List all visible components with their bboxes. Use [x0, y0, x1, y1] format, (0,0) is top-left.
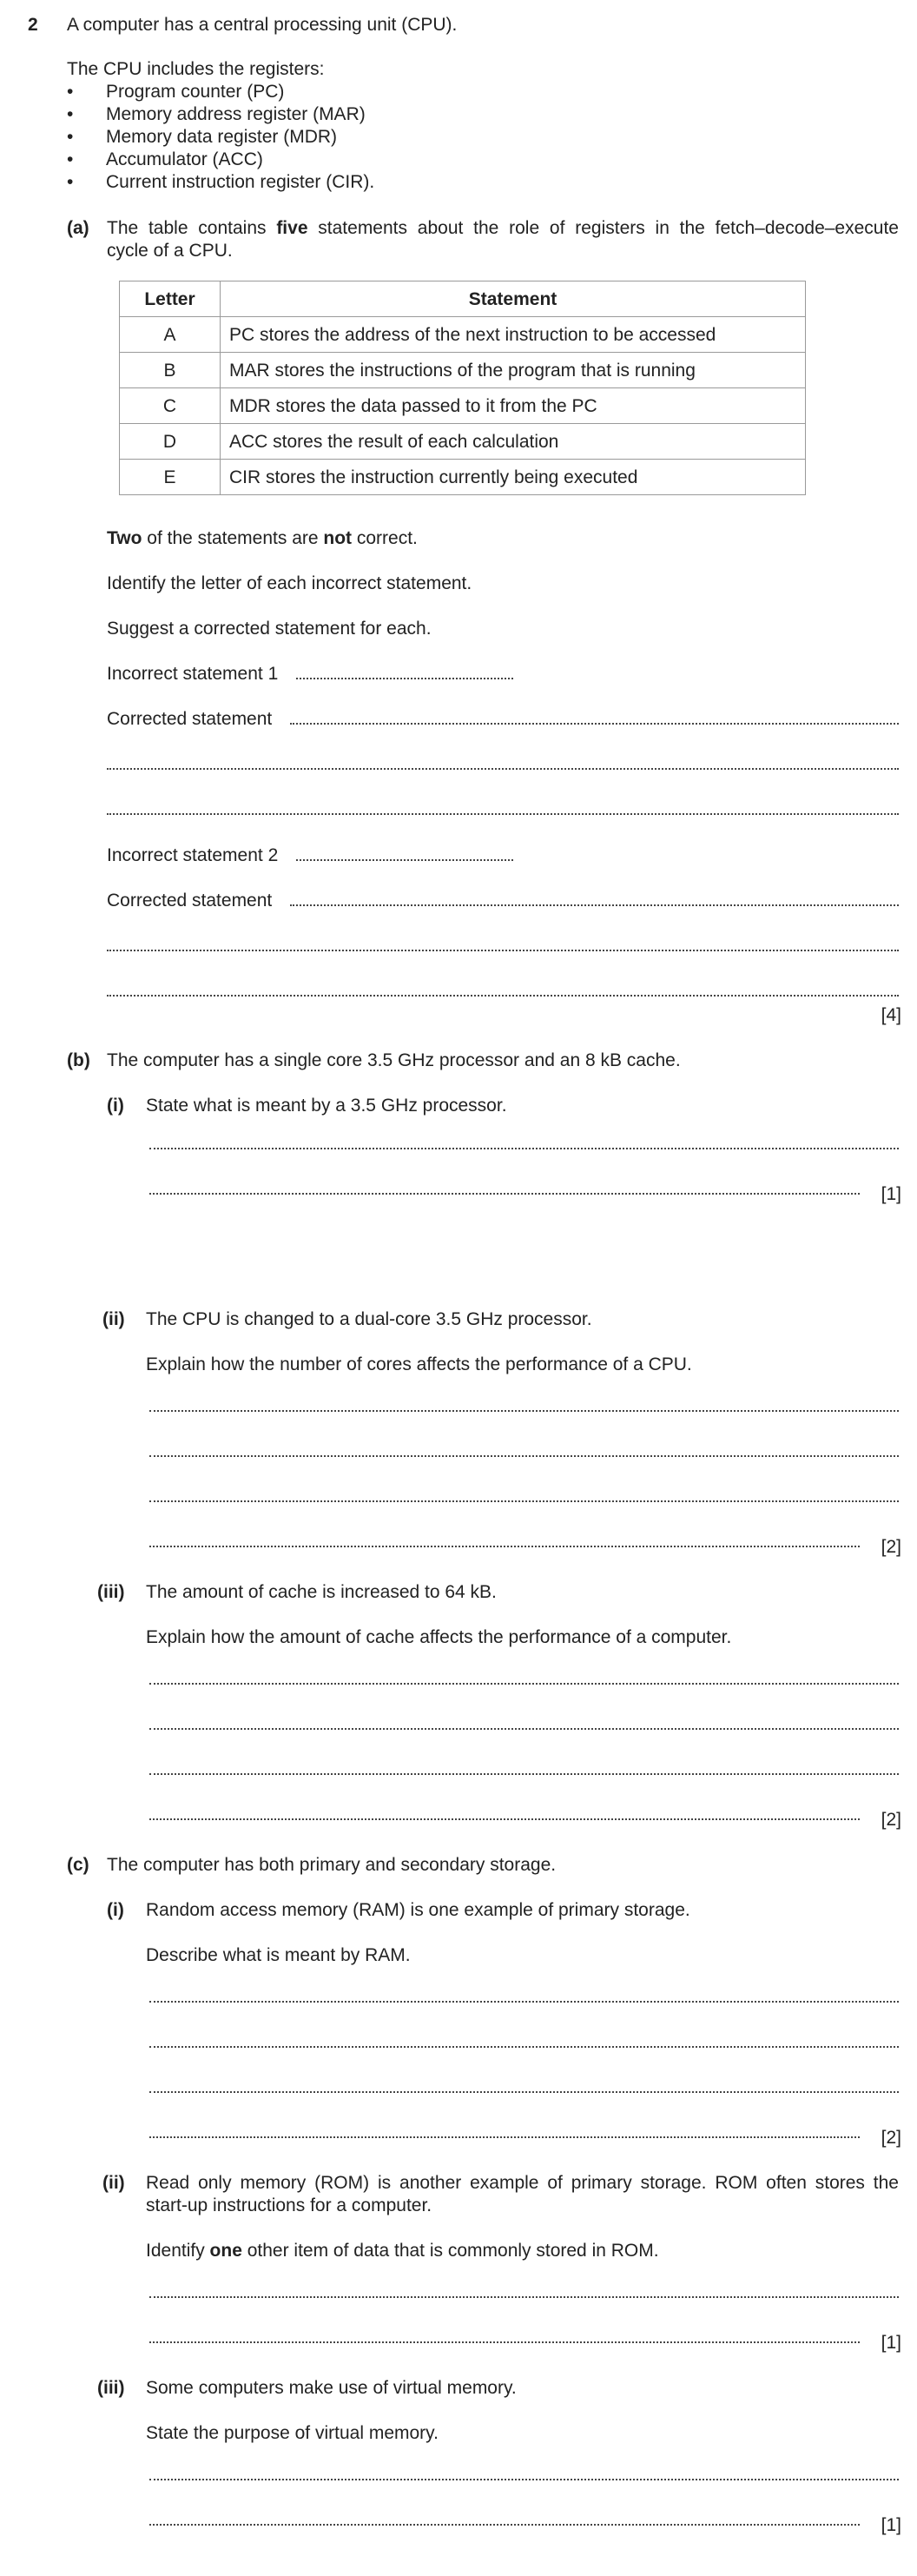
row-statement: CIR stores the instruction currently being executed: [221, 460, 806, 495]
part-b-iii-text: The amount of cache is increased to 64 kB.: [146, 1582, 497, 1602]
two-not-correct: Two of the statements are not correct.: [107, 528, 418, 548]
part-c-iii-text: Some computers make use of virtual memory.: [146, 2378, 517, 2398]
part-b-label: (b): [67, 1050, 90, 1070]
part-c-ii-text2: Identify one other item of data that is commonly stored in ROM.: [146, 2241, 659, 2261]
answer-line[interactable]: [107, 948, 899, 951]
answer-line[interactable]: [296, 858, 513, 861]
incorrect-statement-1-label: Incorrect statement 1: [107, 664, 279, 684]
answer-line[interactable]: [149, 1408, 899, 1412]
part-c-ii-text: Read only memory (ROM) is another example of primary storage. ROM often stores the: [146, 2173, 899, 2193]
answer-line[interactable]: [149, 1544, 860, 1547]
part-b-iii-text2: Explain how the amount of cache affects the performance of a computer.: [146, 1627, 732, 1647]
answer-line[interactable]: [149, 1817, 860, 1820]
part-c-ii-text-line2: start-up instructions for a computer.: [146, 2195, 432, 2215]
answer-line[interactable]: [149, 1454, 899, 1457]
row-statement: ACC stores the result of each calculation: [221, 424, 806, 460]
marks-a: [4]: [881, 1005, 901, 1025]
table-row: [120, 460, 806, 495]
list-item: • Program counter (PC): [67, 81, 374, 103]
row-letter: C: [120, 388, 221, 424]
answer-line[interactable]: [149, 2135, 860, 2138]
row-letter: B: [120, 353, 221, 388]
part-b-i-text: State what is meant by a 3.5 GHz processor.: [146, 1096, 507, 1116]
answer-line[interactable]: [296, 676, 513, 679]
marks-c-iii: [1]: [881, 2515, 901, 2535]
answer-line[interactable]: [290, 903, 899, 906]
answer-line[interactable]: [107, 766, 899, 770]
answer-line[interactable]: [149, 1146, 899, 1149]
answer-line[interactable]: [149, 1726, 899, 1730]
row-statement: MAR stores the instructions of the program that is running: [221, 353, 806, 388]
marks-b-i: [1]: [881, 1184, 901, 1204]
list-item: • Current instruction register (CIR).: [67, 171, 374, 194]
corrected-statement-1-label: Corrected statement: [107, 709, 273, 729]
answer-line[interactable]: [149, 1681, 899, 1685]
header-letter: Letter: [120, 281, 221, 317]
part-c-iii-text2: State the purpose of virtual memory.: [146, 2423, 439, 2443]
answer-line[interactable]: [107, 993, 899, 997]
marks-b-iii: [2]: [881, 1810, 901, 1830]
identify-instruction: Identify the letter of each incorrect statement.: [107, 573, 472, 593]
part-b-ii-label: (ii): [102, 1309, 125, 1329]
part-a-label: (a): [67, 218, 89, 238]
part-c-text: The computer has both primary and secondary storage.: [107, 1855, 557, 1875]
list-item: • Memory data register (MDR): [67, 126, 374, 149]
table-header-row: [120, 281, 806, 317]
part-c-i-label: (i): [107, 1900, 124, 1920]
incorrect-statement-2-label: Incorrect statement 2: [107, 845, 279, 865]
part-a-text-line2: cycle of a CPU.: [107, 241, 233, 261]
answer-line[interactable]: [107, 811, 899, 815]
list-item: • Memory address register (MAR): [67, 103, 374, 126]
registers-intro: The CPU includes the registers:: [67, 59, 325, 79]
register-list: [67, 81, 374, 194]
part-b-iii-label: (iii): [97, 1582, 125, 1602]
corrected-statement-2-label: Corrected statement: [107, 891, 273, 911]
answer-line[interactable]: [149, 1771, 899, 1775]
part-c-iii-label: (iii): [97, 2378, 125, 2398]
answer-line[interactable]: [149, 1999, 899, 2003]
marks-c-ii: [1]: [881, 2333, 901, 2353]
part-b-ii-text: The CPU is changed to a dual-core 3.5 GHz processor.: [146, 1309, 592, 1329]
answer-line[interactable]: [149, 1499, 899, 1502]
suggest-instruction: Suggest a corrected statement for each.: [107, 619, 432, 639]
question-intro: A computer has a central processing unit (CPU).: [67, 15, 458, 35]
answer-line[interactable]: [149, 2295, 899, 2298]
table-row: [120, 388, 806, 424]
part-c-label: (c): [67, 1855, 89, 1875]
row-letter: D: [120, 424, 221, 460]
answer-line[interactable]: [149, 2044, 899, 2048]
registers-table: [119, 281, 806, 495]
table-row: [120, 424, 806, 460]
answer-line[interactable]: [290, 721, 899, 725]
answer-line[interactable]: [149, 1191, 860, 1195]
table-row: [120, 317, 806, 353]
answer-line[interactable]: [149, 2089, 899, 2093]
table-row: [120, 353, 806, 388]
part-b-i-label: (i): [107, 1096, 124, 1116]
row-letter: E: [120, 460, 221, 495]
part-c-i-text: Random access memory (RAM) is one example of primary storage.: [146, 1900, 690, 1920]
answer-line[interactable]: [149, 2340, 860, 2343]
marks-c-i: [2]: [881, 2128, 901, 2148]
answer-line[interactable]: [149, 2477, 899, 2480]
row-statement: PC stores the address of the next instruction to be accessed: [221, 317, 806, 353]
part-a-text: The table contains five statements about the role of registers in the fetch–decode–execute: [107, 218, 899, 238]
part-b-text: The computer has a single core 3.5 GHz processor and an 8 kB cache.: [107, 1050, 681, 1070]
part-c-ii-label: (ii): [102, 2173, 125, 2193]
question-number: 2: [28, 15, 38, 35]
answer-line[interactable]: [149, 2522, 860, 2526]
header-statement: Statement: [221, 281, 806, 317]
marks-b-ii: [2]: [881, 1537, 901, 1557]
part-b-ii-text2: Explain how the number of cores affects the performance of a CPU.: [146, 1354, 692, 1374]
part-c-i-text2: Describe what is meant by RAM.: [146, 1945, 411, 1965]
row-statement: MDR stores the data passed to it from the PC: [221, 388, 806, 424]
row-letter: A: [120, 317, 221, 353]
list-item: • Accumulator (ACC): [67, 149, 374, 171]
